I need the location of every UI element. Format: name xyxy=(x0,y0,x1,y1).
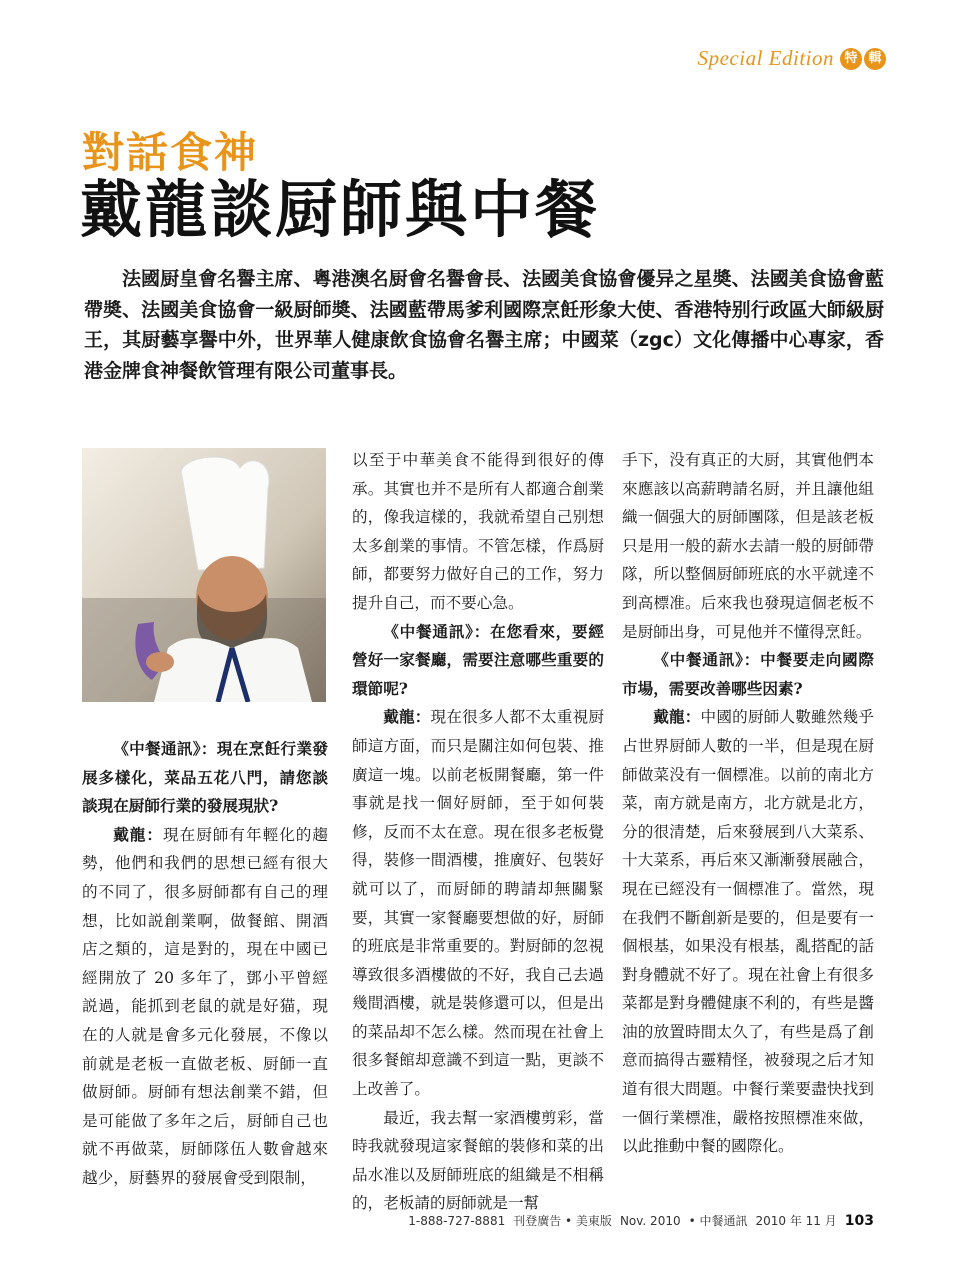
article-intro: 法國厨皇會名譽主席、粵港澳名厨會名譽會長、法國美食協會優异之星奬、法國美食協會藍帶奬、法國美食協會一級厨師奬、法國藍帶馬爹利國際烹飪形象大使、香港特别行政區大師級厨王，其厨藝享譽中外，世界華人健康飲食協會名譽主席；中國菜（zgc）文化傳播中心專家，香港金牌食神餐飲管理有限公司董事長。 xyxy=(84,268,884,382)
question-3: 《中餐通訊》：中餐要走向國際市場，需要改善哪些因素? xyxy=(622,650,874,698)
footer-date-zh: 2010 年 11 月 xyxy=(755,1214,837,1228)
paragraph: 最近，我去幫一家酒樓剪彩，當時我就發現這家餐館的裝修和菜的出品水准以及厨師班底的組織是不相稱的，老板請的厨師就是一幫 xyxy=(352,1108,604,1213)
footer-phone: 1-888-727-8881 xyxy=(408,1214,506,1228)
article-kicker: 對話食神 xyxy=(82,128,259,177)
answer-3-text: 中國的厨師人數雖然幾乎占世界厨師人數的一半，但是現在厨師做菜没有一個標准。以前的南北方菜，南方就是南方，北方就是北方，分的很清楚，后來發展到八大菜系、十大菜系，再后來又漸漸發展融合，現在已經没有一個標准了。當然，現在我們不斷創新是要的，但是要有一個根基，如果没有根基，亂搭配的話對身體就不好了。現在社會上有很多菜都是對身體健康不利的，有些是醬油的放置時間太久了，有些是爲了創意而搞得古靈精怪，被發現之后才知道有很大問題。中餐行業要盡快找到一個行業標准，嚴格按照標准來做，以此推動中餐的國際化。 xyxy=(622,708,874,1156)
paragraph-continued: 以至于中華美食不能得到很好的傳承。其實也并不是所有人都適合創業的，像我這樣的，我就希望自己别想太多創業的事情。不管怎樣，作爲厨師，都要努力做好自己的工作，努力提升自己，而不要心急。 xyxy=(352,451,604,612)
speaker-label: 戴龍： xyxy=(113,824,163,844)
footer-ad: 刊登廣告 • 美東版 xyxy=(513,1214,612,1228)
answer-1-text: 現在厨師有年輕化的趨勢，他們和我們的思想已經有很大的不同了，很多厨師都有自己的理想，比如説創業啊，做餐館、開酒店之類的，這是對的，現在中國已經開放了 20 多年了，鄧小平曾經説過，能抓到老鼠的就是好猫，現在的人就是會多元化發展，不像以前就是老板一直做老板、厨師一直做厨師。厨師有想法創業不錯，但是可能做了多年之后，厨師自己也就不再做菜，厨師隊伍人數會越來越少，厨藝界的發展會受到限制， xyxy=(82,825,328,1187)
article-headline: 戴龍談厨師與中餐 xyxy=(80,173,601,246)
column-1 xyxy=(82,735,328,1193)
page-footer xyxy=(408,1212,874,1229)
speaker-label: 戴龍： xyxy=(653,707,701,727)
answer-2 xyxy=(352,703,604,1103)
footer-publication: • 中餐通訊 xyxy=(688,1214,748,1228)
answer-3 xyxy=(622,703,874,1161)
paragraph-continued: 手下，没有真正的大厨，其實他們本來應該以高薪聘請名厨，并且讓他組織一個强大的厨師團隊，但是該老板只是用一般的薪水去請一般的厨師帶隊，所以整個厨師班底的水平就達不到高標准。后來我也發現這個老板不是厨師出身，可見他并不懂得烹飪。 xyxy=(622,451,874,641)
page-number: 103 xyxy=(844,1213,874,1229)
badge-char-2: 輯 xyxy=(864,48,886,70)
footer-date-en: Nov. 2010 xyxy=(619,1214,681,1228)
speaker-label: 戴龍： xyxy=(383,707,431,727)
column-2 xyxy=(352,446,604,1218)
question-2: 《中餐通訊》：在您看來，要經營好一家餐廳，需要注意哪些重要的環節呢? xyxy=(352,621,604,698)
edition-label: Special Edition xyxy=(697,46,834,70)
special-badge xyxy=(840,48,886,70)
answer-1 xyxy=(82,821,328,1193)
answer-2-text: 現在很多人都不太重視厨師這方面，而只是關注如何包裝、推廣這一塊。以前老板開餐廳，第一件事就是找一個好厨師，至于如何裝修，反而不太在意。現在很多老板覺得，裝修一間酒樓，推廣好、包裝好就可以了，而厨師的聘請却無關緊要，其實一家餐廳要想做的好，厨師的班底是非常重要的。對厨師的忽視導致很多酒樓做的不好，我自己去過幾間酒樓，就是裝修還可以，但是出的菜品却不怎么樣。然而現在社會上很多餐館却意識不到這一點，更談不上改善了。 xyxy=(352,708,604,1099)
section-tag xyxy=(698,46,886,71)
question-1: 《中餐通訊》：現在烹飪行業發展多樣化，菜品五花八門，請您談談現在厨師行業的發展現狀? xyxy=(82,739,328,816)
column-3 xyxy=(622,446,874,1161)
chef-portrait-image xyxy=(82,448,326,702)
badge-char-1: 特 xyxy=(840,48,862,70)
